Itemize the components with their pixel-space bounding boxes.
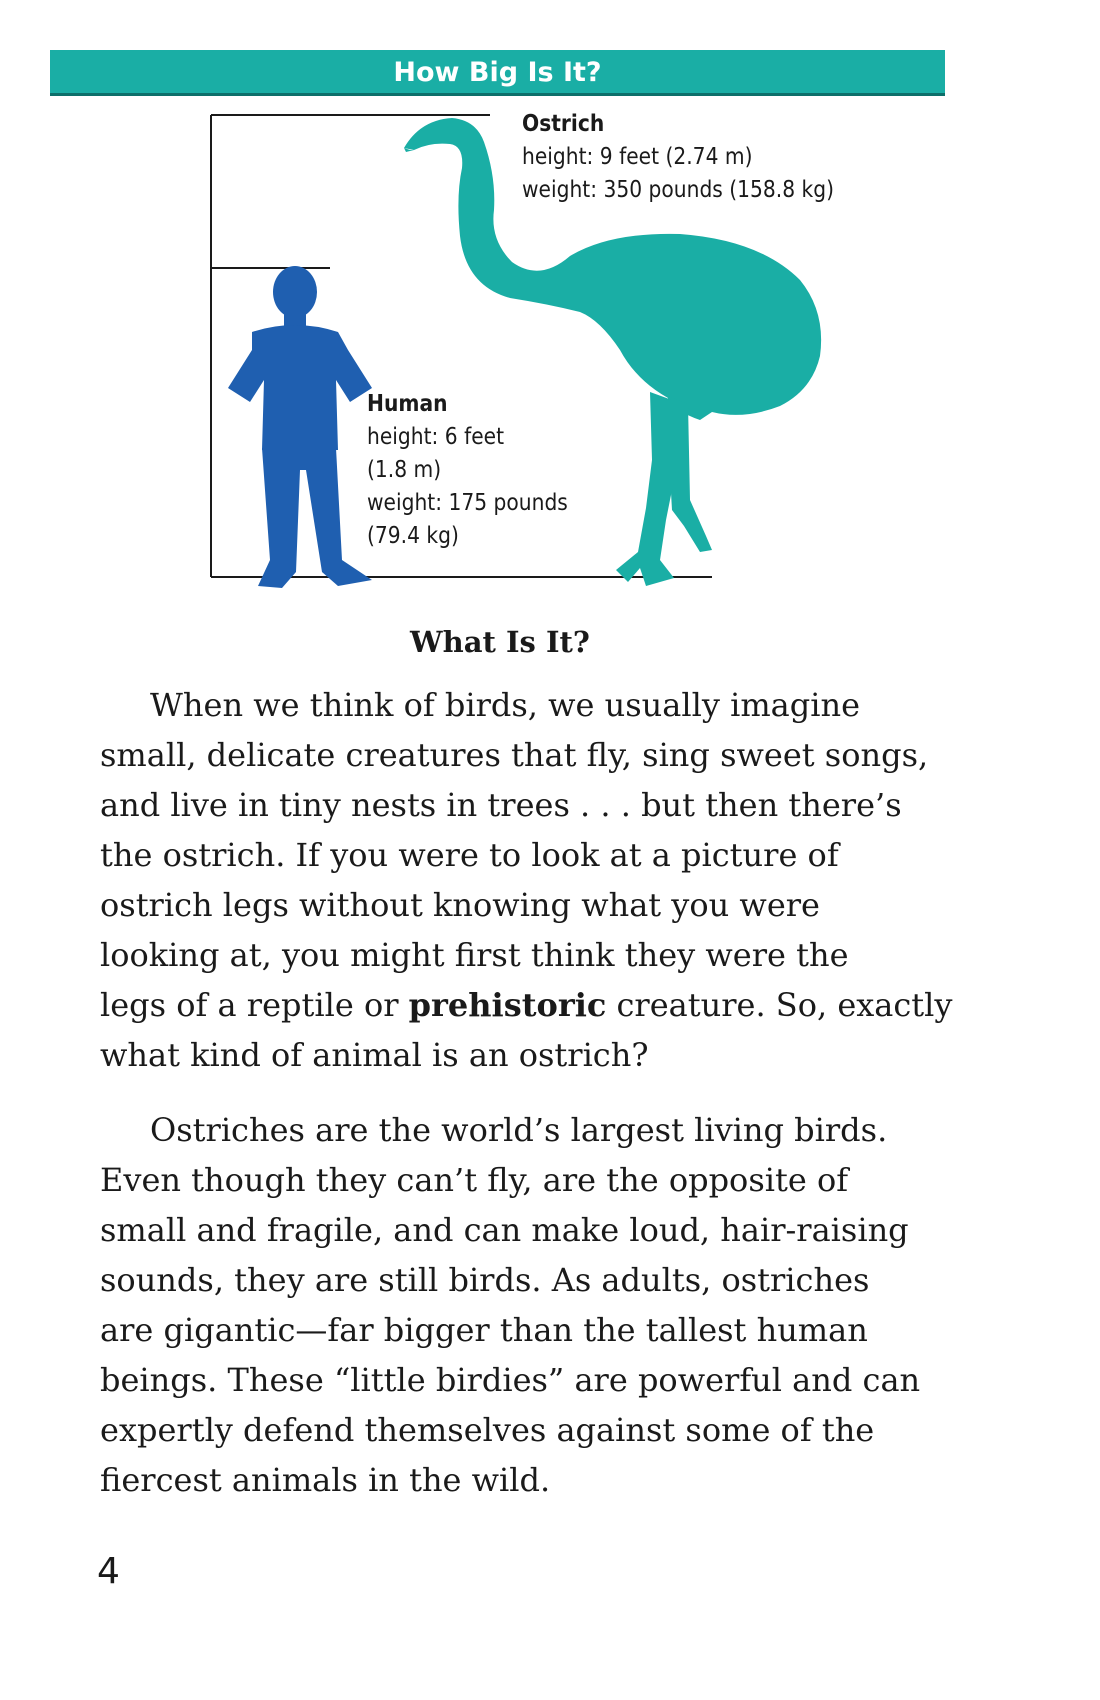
paragraph-line: small and fragile, and can make loud, hair-raising [100,1211,909,1249]
paragraph-2 [100,1105,921,1505]
paragraph-line: Ostriches are the world’s largest living birds. [150,1111,888,1149]
line-text: legs of a reptile or [100,986,409,1024]
line-text: creature. So, exactly [606,986,953,1024]
paragraph-line: the ostrich. If you were to look at a picture of [100,836,839,874]
paragraph-line: what kind of animal is an ostrich? [100,1036,649,1074]
paragraph-line: When we think of birds, we usually imagine [150,686,860,724]
ostrich-name: Ostrich [522,111,605,137]
page-number: 4 [97,1551,120,1592]
ostrich-height: height: 9 feet (2.74 m) [522,144,753,170]
paragraph-line: looking at, you might first think they were the [100,936,849,974]
size-comparison-figure [0,0,1100,620]
paragraph-line: small, delicate creatures that fly, sing sweet songs, [100,736,929,774]
paragraph-line: and live in tiny nests in trees . . . but then there’s [100,786,902,824]
human-weight-line-1: weight: 175 pounds [367,490,568,516]
paragraph-line: Even though they can’t fly, are the opposite of [100,1161,849,1199]
human-silhouette [228,266,372,588]
paragraph-line: ostrich legs without knowing what you were [100,886,820,924]
section-heading: What Is It? [410,625,590,659]
paragraph-line [100,980,953,1030]
bold-term-prehistoric: prehistoric [408,986,607,1024]
human-name: Human [367,391,448,417]
banner-title: How Big Is It? [393,57,602,88]
paragraph-line: fiercest animals in the wild. [100,1461,551,1499]
ostrich-label [522,108,834,207]
human-height-line-2: (1.8 m) [367,457,442,483]
paragraph-line: expertly defend themselves against some of the [100,1411,875,1449]
ostrich-weight: weight: 350 pounds (158.8 kg) [522,177,835,203]
paragraph-line: sounds, they are still birds. As adults, ostriches [100,1261,870,1299]
paragraph-line: are gigantic—far bigger than the tallest human [100,1311,868,1349]
paragraph-line: beings. These “little birdies” are powerful and can [100,1361,921,1399]
human-weight-line-2: (79.4 kg) [367,523,459,549]
human-height-line-1: height: 6 feet [367,424,505,450]
human-label [367,388,568,553]
paragraph-1 [100,680,953,1080]
